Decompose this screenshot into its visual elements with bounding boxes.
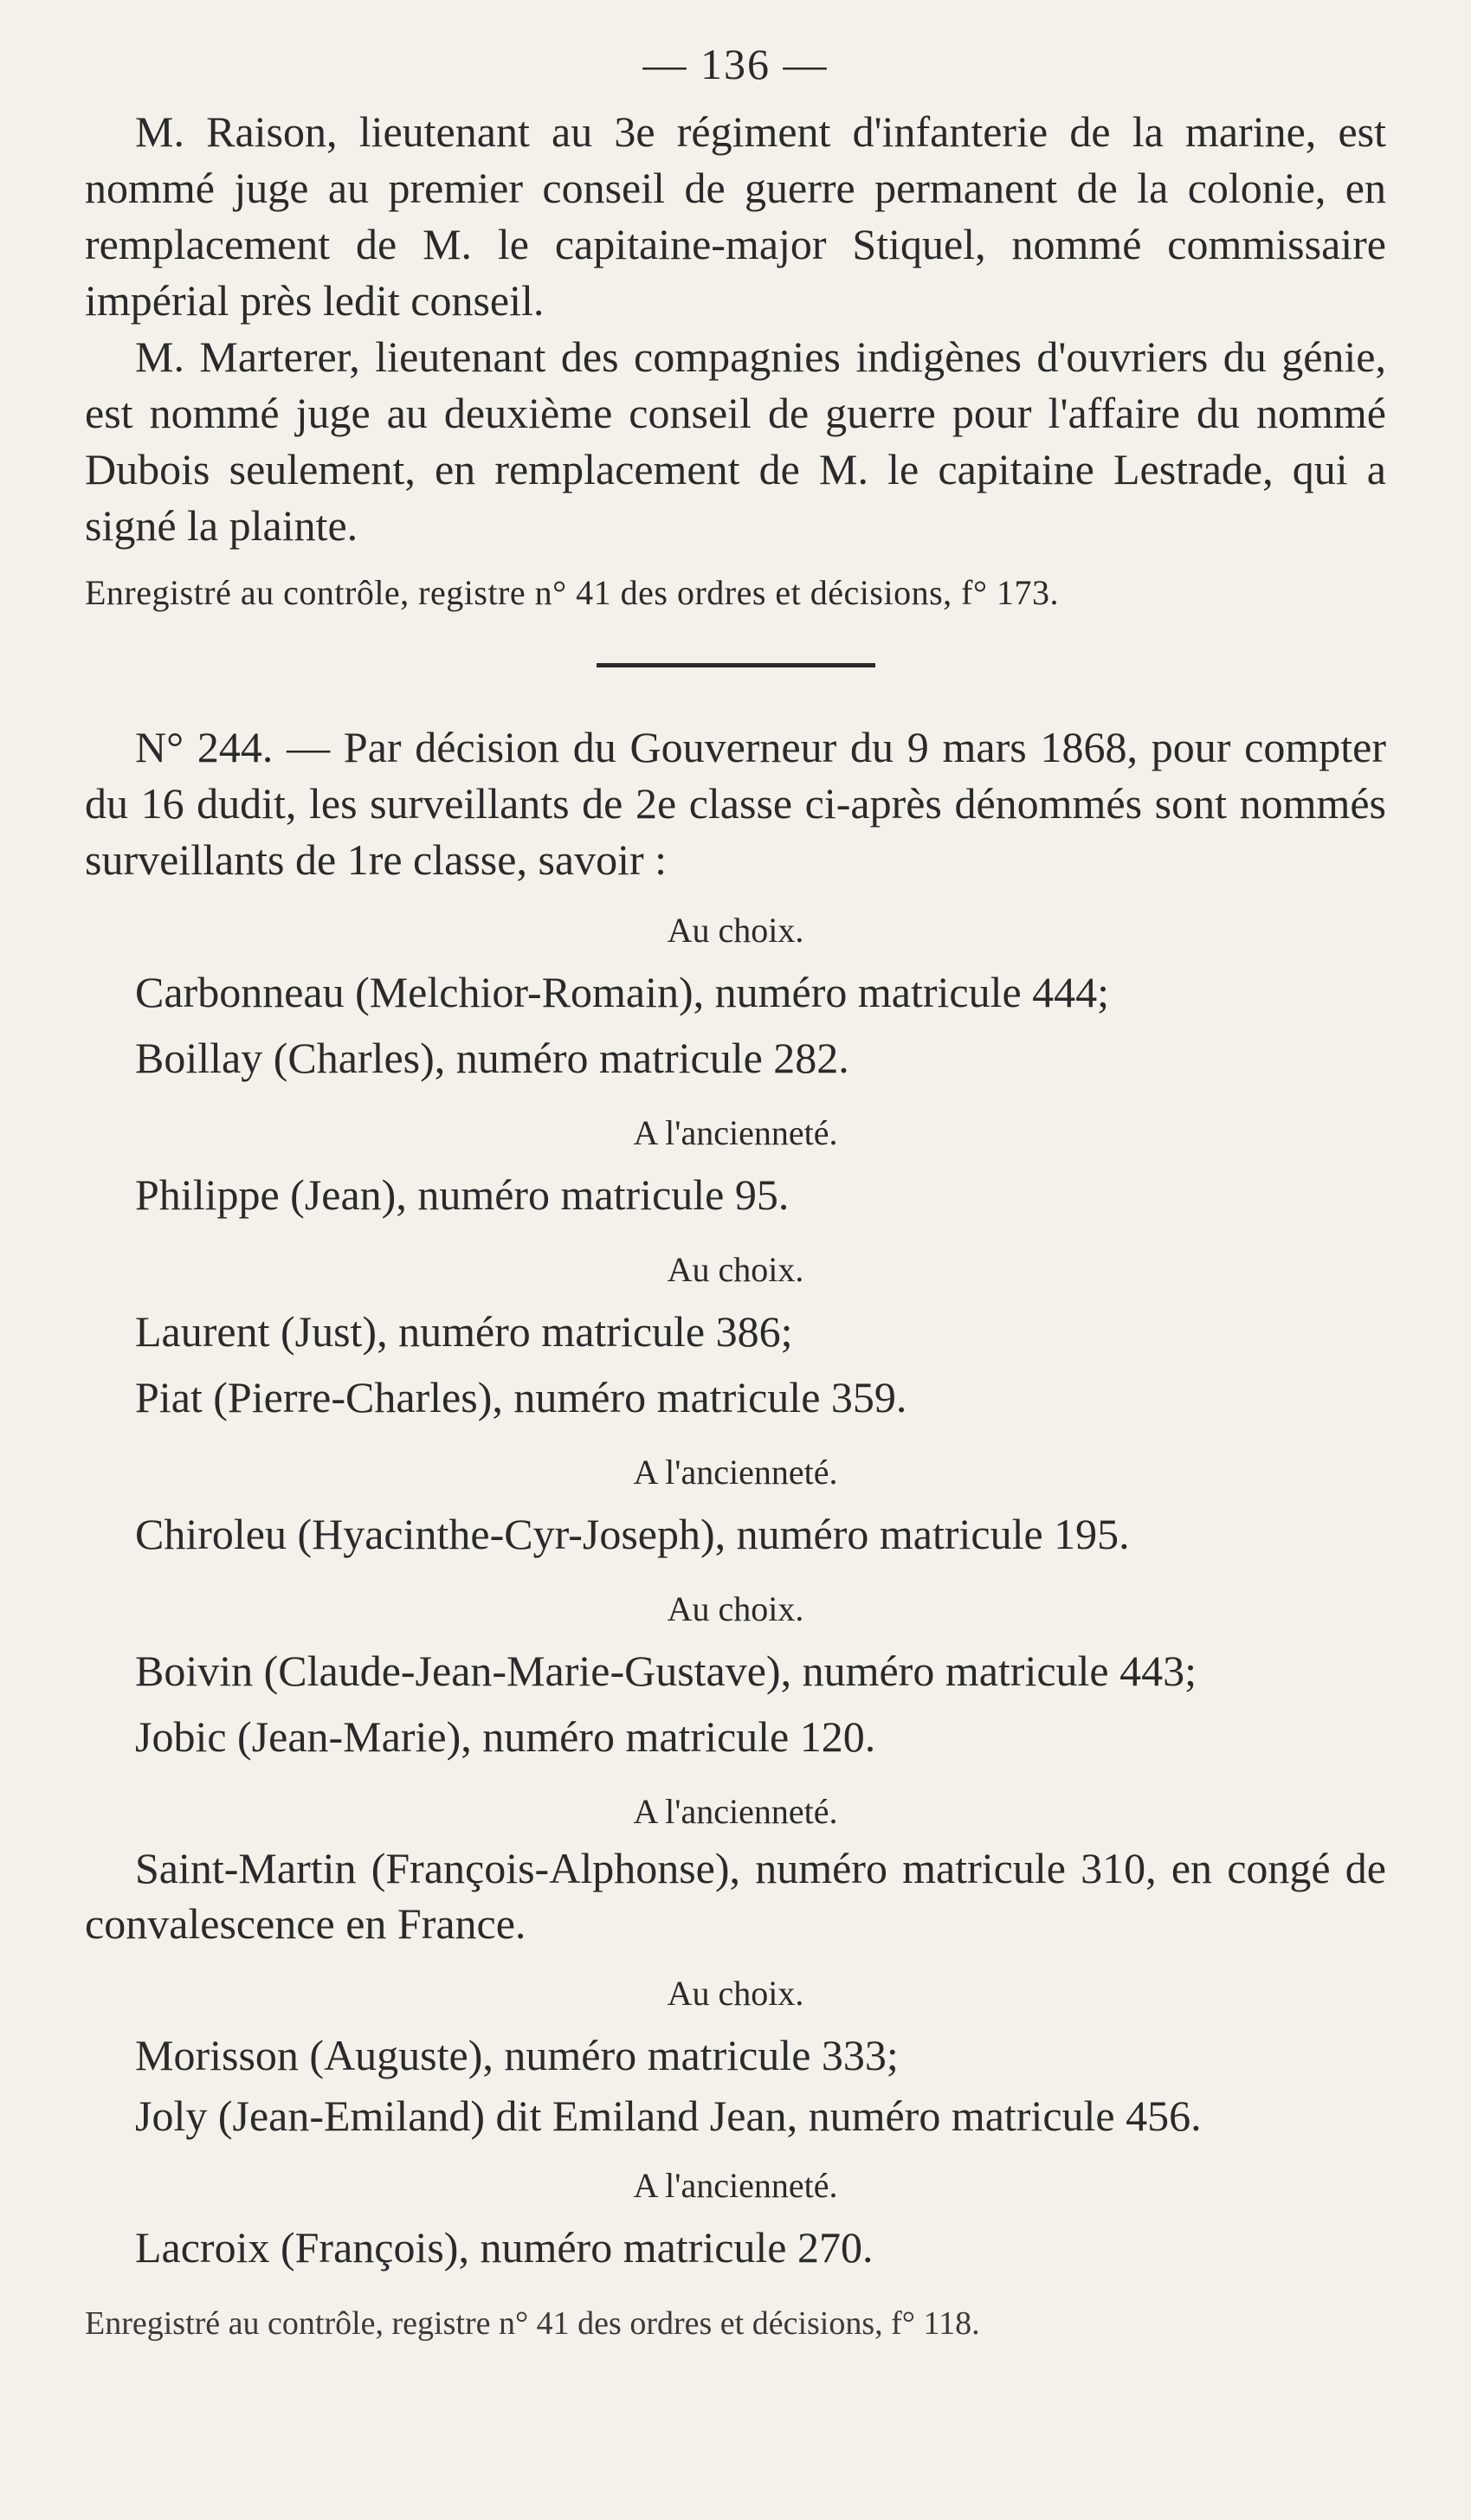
group-heading: A l'ancienneté. (633, 1792, 838, 1831)
list-item: Morisson (Auguste), numéro matricule 333; (135, 2031, 899, 2079)
group-heading: Au choix. (667, 1589, 804, 1628)
group-heading: A l'ancienneté. (633, 1113, 838, 1152)
list-item: Boivin (Claude-Jean-Marie-Gustave), numéro matricule 443; (135, 1647, 1197, 1695)
page-number: — 136 — (642, 40, 829, 88)
list-item: Laurent (Just), numéro matricule 386; (135, 1307, 793, 1356)
list-item: Piat (Pierre-Charles), numéro matricule 359. (135, 1373, 907, 1421)
group-heading: Au choix. (667, 1974, 804, 2013)
list-item: Boillay (Charles), numéro matricule 282. (135, 1034, 849, 1082)
appointments-list (85, 906, 1386, 2280)
list-item: Philippe (Jean), numéro matricule 95. (135, 1170, 790, 1219)
paragraph-raison: M. Raison, lieutenant au 3e régiment d'infanterie de la marine, est nommé juge au premier conseil de guerre permanent de la colonie, en remplacement de M. le capitaine-major Stiquel, nommé commissaire impérial près ledit conseil. (85, 107, 1386, 325)
list-item: Saint-Martin (François-Alphonse), numéro matricule 310, en congé de convalescence en France. (85, 1844, 1386, 1948)
list-item: Joly (Jean-Emiland) dit Emiland Jean, numéro matricule 456. (135, 2091, 1202, 2140)
list-item: Jobic (Jean-Marie), numéro matricule 120. (135, 1712, 876, 1761)
list-item: Carbonneau (Melchior-Romain), numéro matricule 444; (135, 968, 1110, 1016)
registration-note-final: Enregistré au contrôle, registre n° 41 des ordres et décisions, f° 118. (85, 2305, 980, 2342)
list-item: Chiroleu (Hyacinthe-Cyr-Joseph), numéro matricule 195. (135, 1510, 1130, 1558)
list-item: Lacroix (François), numéro matricule 270. (135, 2223, 874, 2272)
group-heading: Au choix. (667, 1250, 804, 1289)
group-heading: A l'ancienneté. (633, 2166, 838, 2205)
group-heading: Au choix. (667, 911, 804, 950)
paragraph-marterer: M. Marterer, lieutenant des compagnies indigènes d'ouvriers du génie, est nommé juge au deuxième conseil de guerre pour l'affaire du nommé Dubois seulement, en remplacement de M. le capitaine Lestrade, qui a signé la plainte. (85, 332, 1386, 550)
decision-intro: N° 244. — Par décision du Gouverneur du 9 mars 1868, pour compter du 16 dudit, les surveillants de 2e classe ci-après dénommés sont nommés surveillants de 1re classe, savoir : (85, 723, 1386, 884)
registration-note: Enregistré au contrôle, registre n° 41 des ordres et décisions, f° 173. (85, 573, 1059, 612)
section-divider (597, 663, 875, 667)
group-heading: A l'ancienneté. (633, 1453, 838, 1492)
